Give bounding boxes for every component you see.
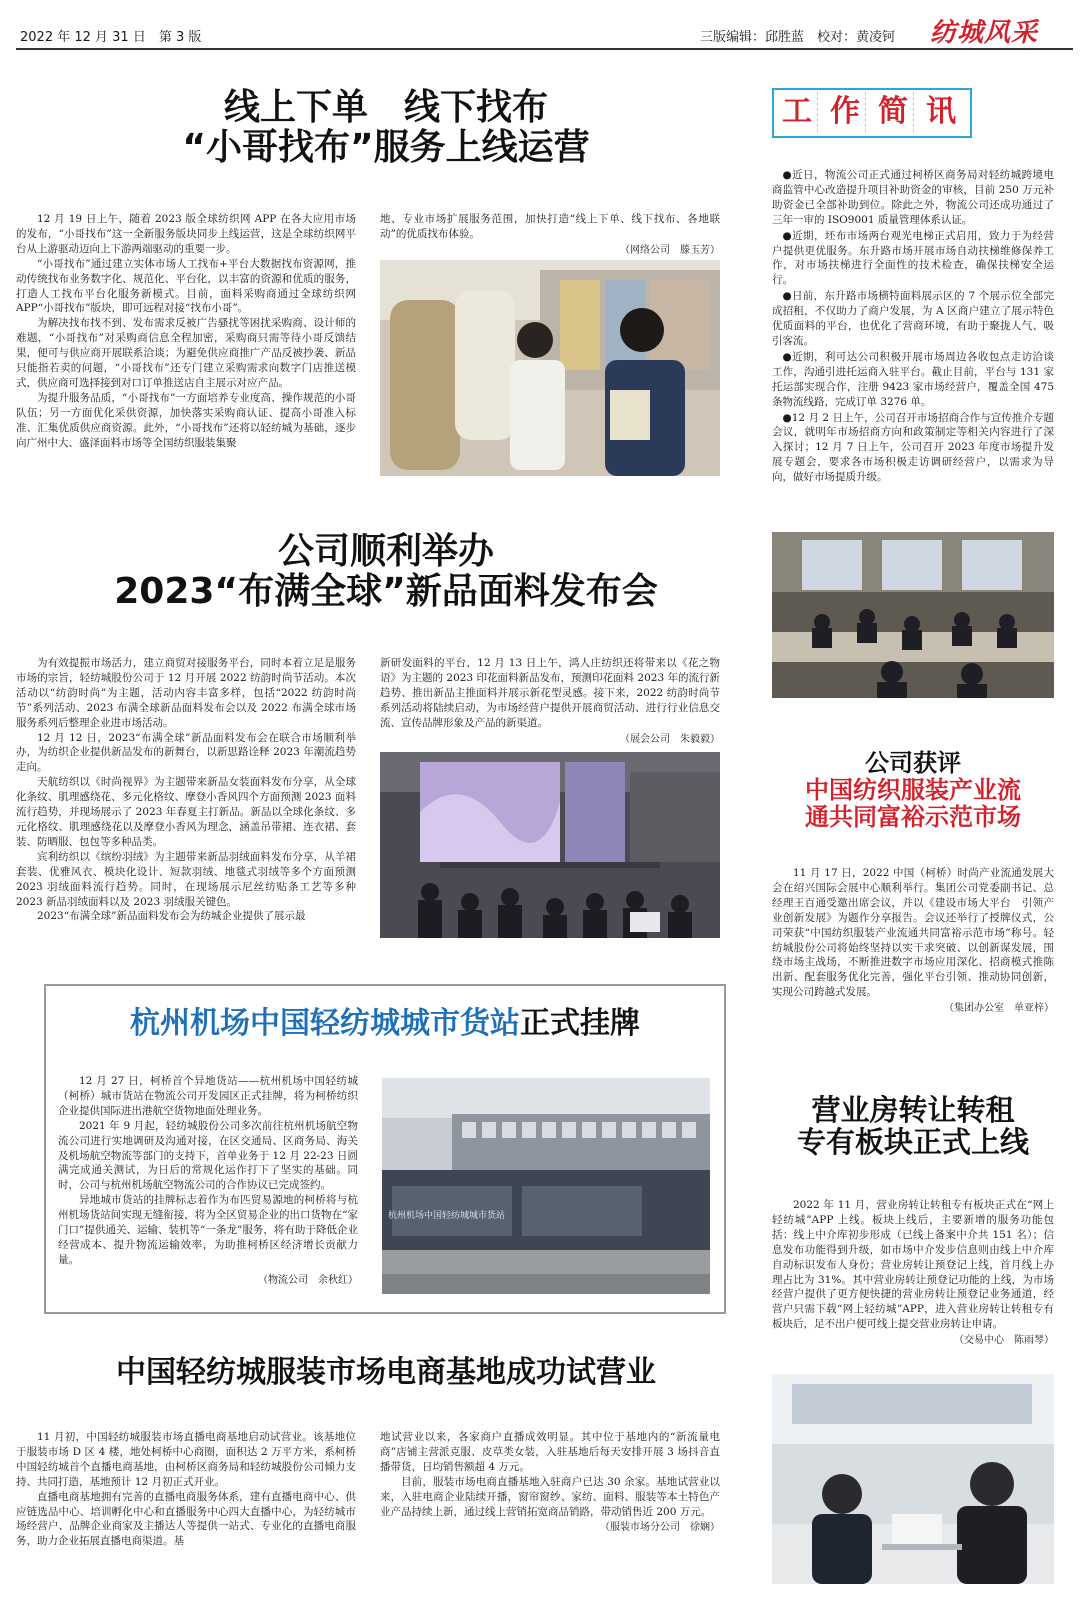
- article2-headline: [16, 532, 756, 613]
- brief-title-char: 作: [825, 92, 866, 132]
- article4-column1: [16, 1430, 356, 1549]
- article2-paragraph: 新研发面料的平台，12 月 13 日上午，鸿人庄纺织还将带来以《花之物语》为主题的 2023 印花面料新品发布，预测印花面料 2023 年的流行新趋势、推出新品主推面料并展示新花型灵感。接下来，2022 纺韵时尚节系列活动将陆续启动，为市场经营户提供开展商贸活动、进行行业信息交流、宣传品牌形象及产品的新渠道。: [380, 657, 720, 729]
- brief-photo-meeting: [772, 532, 1054, 698]
- article3-paragraph: 12 月 27 日，柯桥首个异地货站——杭州机场中国轻纺城（柯桥）城市货站在物流公司开发园区正式挂牌，将为柯桥纺织企业提供国际进出港航空货物地面处理业务。: [58, 1075, 358, 1117]
- article1-column1: [16, 212, 356, 451]
- article1-paragraph: 为提升服务品质，“小哥找布”一方面培养专业度高、操作规范的小哥队伍；另一方面优化采供资源，加快落实采购商认证、提高小哥准入标准、汇集优质供应商资源。此外，“小哥找布”还将以轻纺城为基础，逐步向广州中大、盛泽面料市场等全国纺织服装集聚: [16, 391, 356, 449]
- article2-paragraph: 2023“布满全球”新品面料发布会为纺城企业提供了展示最: [37, 910, 306, 923]
- newspaper-logo: 纺城风采: [930, 18, 1039, 48]
- brief-title-char: 简: [873, 92, 914, 132]
- article1-headline-line2: “小哥找布”服务上线运营: [182, 127, 590, 169]
- article1-column2: [380, 212, 720, 258]
- award-body: [772, 866, 1054, 1016]
- article1-paragraph: 为解决找布找不到、发布需求反被广告骚扰等困扰采购商、设计师的难题，“小哥找布”对采购商信息全程加密，采购商只需等待小哥反馈结果，便可与供应商开展联系洽谈；为避免供应商推广产品反被抄袭、新品只能指若卖的问题，“小哥找布”还专门建立采购需求向数字门店推送模式，供应商可选择接到对口订单推送店自主展示对应产品。: [16, 317, 356, 389]
- brief-title-char: 工: [777, 92, 818, 132]
- transfer-headline-line2: 专有板块正式上线: [796, 1125, 1029, 1160]
- article4-paragraph: 11 月初，中国轻纺城服装市场直播电商基地启动试营业。该基地位于服装市场 D 区 4 楼，地处柯桥中心商圈，面积达 2 万平方米，系柯桥中国轻纺城首个直播电商基地，由柯桥区商务局和轻纺城股份公司倾力支持、共同打造，基地预计 12 月初正式开业。: [16, 1431, 356, 1488]
- award-headline-red2: 通共同富裕示范市场: [805, 802, 1021, 831]
- article2-paragraph: 天航纺织以《时尚视界》为主题带来新品女装面料发布分享，从全球化条纹、肌理感绕花、多元化格纹、摩登小香风四个方面预测 2023 面料流行趋势，并现场展示了 2023 年春夏主打新品。新品以全球化条纹、多元化格纹、肌理感绕花以及摩登小香风为理念，涵盖吊带裙、连衣裙、套装、防晒服、包包等多种品类。: [16, 776, 356, 848]
- transfer-headline-line1: 营业房转让转租: [811, 1093, 1015, 1127]
- article1-headline: [16, 88, 756, 169]
- article3-photo: [382, 1078, 710, 1294]
- article3-headline-blue: 杭州机场中国轻纺城城市货站: [130, 1006, 520, 1041]
- brief-item: ●日前，东升路市场横特面料展示区的 7 个展示位全部完成招租，不仅助力了商户发展，为 A 区商户建立了展示特色优质面料的平台，也优化了营商环境，有助于聚拢人气、吸引客流。: [772, 290, 1054, 347]
- article3-photo-sign: 杭州机场中国轻纺城城市货站: [388, 1211, 506, 1221]
- transfer-headline: [772, 1094, 1054, 1159]
- header-rule: [16, 48, 1073, 50]
- transfer-photo: [772, 1374, 1054, 1584]
- award-byline: （集团办公室 单亚梓）: [944, 1003, 1054, 1015]
- article2-column1: [16, 656, 356, 924]
- article2-paragraph: 12 月 12 日，2023“布满全球”新品面料发布会在联合市场顺利举办，为纺织企业提供新品发布的新舞台，以新思路诠释 2023 年潮流趋势走向。: [16, 731, 356, 774]
- article4-column2: [380, 1430, 720, 1536]
- article3-body: [58, 1074, 358, 1288]
- article2-paragraph: 为有效提振市场活力，建立商贸对接服务平台，同时本着立足是服务市场的宗旨，轻纺城股份公司于 12 月开展 2022 纺韵时尚节活动。本次活动以“纺韵时尚”为主题，活动内容丰富多样，包括“2022 纺韵时尚节”系列活动、2023 布满全球新品面料发布会以及 2022 布满全球市场服务系列后整理企业进市场活动。: [16, 657, 356, 729]
- article3-headline: [44, 998, 726, 1042]
- article1-paragraph: 12 月 19 日上午，随着 2023 版全球纺织网 APP 在各大应用市场的发布，“小哥找布”这一全新服务版块同步上线运营，这是全球纺织网平台从上游驱动迈向上下游两端驱动的重要一步。: [16, 213, 356, 255]
- award-headline-red1: 中国纺织服装产业流: [805, 775, 1021, 804]
- article2-headline-line2: 2023“布满全球”新品面料发布会: [114, 571, 658, 613]
- article4-paragraph: 目前，服装市场电商直播基地入驻商户已达 30 余家。基地试营业以来，入驻电商企业陆续开播，窗帘窗纱、家纺、面料、服装等本土特色产业产品持续上新，通过线上营销拓宽商品销路，带动销售近 200 万元。: [380, 1475, 720, 1518]
- transfer-body: [772, 1198, 1054, 1348]
- brief-title-frame: [772, 88, 972, 138]
- article2-headline-line1: 公司顺利举办: [277, 531, 494, 572]
- transfer-byline: （交易中心 陈雨琴）: [954, 1335, 1054, 1347]
- brief-item: ●近日，物流公司正式通过柯桥区商务局对轻纺城跨境电商监管中心改造提升项目补助资金的审核，目前 250 万元补助资金已全部补助到位。除此之外，物流公司还成功通过了三年一审的 ISO9001 质量管理体系认证。: [772, 169, 1054, 226]
- award-paragraph: 11 月 17 日，2022 中国（柯桥）时尚产业流通发展大会在绍兴国际会展中心顺利举行。集团公司党委副书记、总经理王百通受邀出席会议，并以《建设市场大平台 引领产业创新发展》为题作分享报告。会议还举行了授牌仪式，公司荣获“中国纺织服装产业流通共同富裕示范市场”称号。轻纺城股份公司将始终坚持以实干求突破、以创新谋发展，围绕市场主战场，不断推进数字市场应用深化、招商模式推陈出新、配套服务优化完善，强化平台引领、推动协同创新，实现公司跨越式发展。: [772, 867, 1054, 999]
- page-date-edition: 2022 年 12 月 31 日 第 3 版: [20, 30, 202, 45]
- article1-paragraph: 地、专业市场扩展服务范围，加快打造“线上下单、线下找布、各地联动”的优质找布体验。: [380, 213, 720, 240]
- article4-paragraph: 直播电商基地拥有完善的直播电商服务体系，建有直播电商中心、供应链选品中心、培训孵化中心和直播服务中心四大直播中心，为轻纺城市场经营户、品牌企业商家及主播达人等提供一站式、专业化的直播电商服务，助力企业拓展直播电商渠道。基: [16, 1490, 356, 1548]
- brief-item: ●12 月 2 日上午，公司召开市场招商合作与宣传推介专题会议，就明年市场招商方向和政策制定等相关内容进行了深入探讨；12 月 7 日上午，公司召开 2023 年度市场提升发展专题会，要求各市场积极走访调研经营户，以需求为导向，做好市场提质升级。: [772, 411, 1054, 484]
- article3-paragraph: 异地城市货站的挂牌标志着作为布匹贸易源地的柯桥将与杭州机场货站间实现无缝衔接，将为全区贸易企业的出口货物在“家门口”提供通关、运输、装机等“一条龙”服务，将有助于降低企业经营成本、提升物流运输效率，为助推柯桥区经济增长贡献力量。: [58, 1194, 358, 1266]
- article1-byline: （网络公司 滕玉芳）: [620, 244, 720, 256]
- brief-title-char: 讯: [921, 92, 961, 132]
- award-headline: [772, 750, 1054, 831]
- transfer-paragraph: 2022 年 11 月，营业房转让转租专有板块正式在“网上轻纺城”APP 上线。板块上线后，主要新增的服务功能包括：线上中介库初步形成（已线上备案中介共 151 名）；信息发布功能得到升级，如市场中介发步信息则由线上中介库自动标识发布人身份；营业房转让预登记上线，首月线上办理占比为 31%。其中营业房转让预登记功能的上线，为市场经营户提供了更方便快捷的营业房转让预登记业务通道，经营户只需下载“网上轻纺城”APP，进入营业房转让转租专有板块后，足不出户便可线上提交营业房转让申请。: [772, 1199, 1054, 1331]
- article2-photo: [380, 752, 720, 938]
- brief-list: [772, 168, 1054, 486]
- brief-item: ●近期，利可达公司积极开展市场周边各收包点走访洽谈工作，沟通引进托运商入驻平台。截止目前，平台与 131 家托运部实现合作，注册 9423 家市场经营户，覆盖全国 475 条物流线路，完成订单 3276 单。: [772, 350, 1054, 408]
- article2-paragraph: 宾利纺织以《缤纷羽绒》为主题带来新品羽绒面料发布分享，从羊裙套装、优雅风衣、模块化设计、短款羽绒、地毯式羽绒等多个方面预测 2023 羽绒面料流行趋势。同时，在现场展示尼丝纺贴条工艺等多种 2023 新品羽绒面料以及 2023 羽绒服关键色。: [16, 850, 356, 908]
- article1-paragraph: “小哥找布”通过建立实体市场人工找布+平台大数据找布资源网，推动传统找布业务数字化、规范化、平台化，以丰富的资源和优质的服务，打造人工找布平台化服务新模式。目前，面料采购商通过全球纺织网 APP“小哥找布”版块，即可远程对接“找布小哥”。: [16, 257, 356, 315]
- article4-byline: （服装市场分公司 徐娴）: [600, 1522, 720, 1534]
- article1-headline-line1: 线上下单 线下找布: [223, 87, 548, 128]
- page-editors: 三版编辑：邱胜蓝 校对：黄凌钶: [700, 30, 896, 45]
- brief-item: ●近期，坯布市场两台观光电梯正式启用，致力于为经营户提供更优服务。东升路市场开展市场自动扶梯维修保养工作，对市场扶梯进行全面性的技术检查，确保扶梯安全运行。: [772, 229, 1054, 287]
- article4-paragraph: 地试营业以来，各家商户直播成效明显。其中位于基地内的“新流量电商”店铺主营派克服、皮草类女装，入驻基地后每天安排开展 3 场抖音直播带货，日均销售额超 4 万元。: [380, 1431, 720, 1473]
- award-headline-line1: 公司获评: [865, 749, 961, 777]
- article2-byline: （展会公司 朱毅毅）: [620, 733, 720, 745]
- article4-headline: 中国轻纺城服装市场电商基地成功试营业: [116, 1355, 656, 1390]
- article1-photo: [380, 260, 720, 476]
- article2-column2: [380, 656, 720, 747]
- article3-headline-black: 正式挂牌: [520, 1006, 640, 1041]
- article3-paragraph: 2021 年 9 月起，轻纺城股份公司多次前往杭州机场航空物流公司进行实地调研及沟通对接，在区交通局、区商务局、海关及机场航空物流等部门的支持下，首单业务于 12 月 22-23 日圆满完成通关测试，为日后的常规化运作打下了坚实的基础。同时，公司与杭州机场航空物流公司的合作协议已完成签约。: [58, 1119, 358, 1192]
- article3-byline: （物流公司 余秋红）: [258, 1274, 358, 1286]
